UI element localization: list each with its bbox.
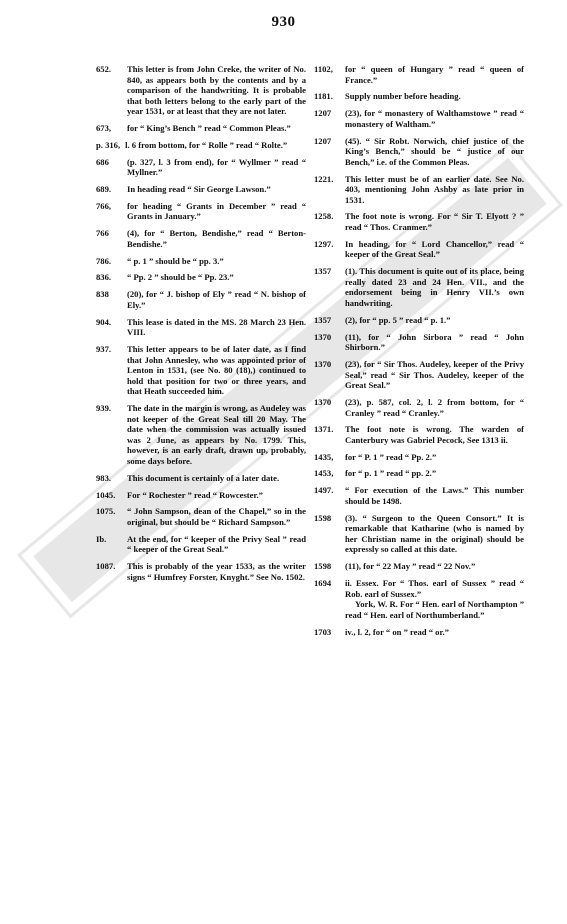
entry-text xyxy=(345,136,524,168)
entry-reference: 673, xyxy=(96,123,112,134)
entry-reference: 1357 xyxy=(314,314,332,325)
entry-text-main: The date in the margin is wrong, as Audeley was not keeper of the Great Seal till 20 May. The date when the commission was actually issued was 2 June, as appears by No. 1799. This, however, is an early draft, drawn up, probably, some days before. xyxy=(127,403,306,467)
erratum-entry xyxy=(314,315,524,326)
entry-text-main: (11), for “ 22 May ” read “ 22 Nov.” xyxy=(345,561,476,572)
entry-text-main: (p. 327, l. 3 from end), for “ Wyllmer ” read “ Myllner.” xyxy=(127,156,306,178)
entry-text-main: Supply number before heading. xyxy=(345,91,461,102)
erratum-entry xyxy=(314,397,524,418)
erratum-entry xyxy=(96,184,306,195)
entry-reference: 1370 xyxy=(314,358,332,369)
entry-text xyxy=(345,239,524,260)
erratum-entry xyxy=(96,201,306,222)
entry-text-main: The foot note is wrong. For “ Sir T. Elyott ? ” read “ Thos. Cranmer.” xyxy=(345,211,524,233)
entry-text xyxy=(127,561,306,582)
entry-reference: 939. xyxy=(96,403,112,414)
entry-reference: 983. xyxy=(96,472,112,483)
entry-text-main: This letter is from John Creke, the writer of No. 840, as appears both by the contents and by a comparison of the handwriting. It is probable that both letters belong to the early part of the year 1531, or at least that they are not later. xyxy=(127,64,306,117)
entry-text-main: for “ King’s Bench ” read “ Common Pleas.” xyxy=(127,123,291,134)
entry-reference: 1297. xyxy=(314,238,334,249)
entry-reference: 1207 xyxy=(314,135,332,146)
erratum-entry xyxy=(96,272,306,283)
entry-reference: 1598 xyxy=(314,561,332,572)
entry-reference: 766, xyxy=(96,200,112,211)
entry-text-main: (23), p. 587, col. 2, l. 2 from bottom, for “ Cranley ” read “ Cranley.” xyxy=(345,396,524,418)
entry-text xyxy=(345,315,524,326)
erratum-entry xyxy=(314,211,524,232)
entry-text-main: This lease is dated in the MS. 28 March 23 Hen. VIII. xyxy=(127,316,306,338)
erratum-entry xyxy=(314,359,524,391)
entry-text xyxy=(345,91,524,102)
entry-text xyxy=(345,452,524,463)
entry-reference: 1497. xyxy=(314,485,334,496)
entry-text-main: (20), for “ J. bishop of Ely ” read “ N. bishop of Ely.” xyxy=(127,289,306,310)
page-number: 930 xyxy=(271,14,296,30)
erratum-entry xyxy=(314,468,524,479)
entry-text-main: For “ Rochester ” read “ Rowcester.” xyxy=(127,489,263,500)
erratum-entry xyxy=(314,561,524,572)
entry-text-main: for heading “ Grants in December ” read “ Grants in January.” xyxy=(127,200,306,222)
entry-text-main: This document is certainly of a later date. xyxy=(127,472,280,483)
entry-text-main: (45). “ Sir Robt. Norwich, chief justice of the King’s Bench,” should be “ justice of our Bench,” i.e. of the Common Pleas. xyxy=(345,135,524,167)
entry-text xyxy=(127,123,306,134)
entry-text-main: “ p. 1 ” should be “ pp. 3.” xyxy=(127,255,224,266)
entry-reference: 836. xyxy=(96,272,112,283)
erratum-entry xyxy=(96,473,306,484)
erratum-entry xyxy=(96,64,306,117)
entry-text-main: for “ P. 1 ” read “ Pp. 2.” xyxy=(345,451,437,462)
erratum-entry xyxy=(314,91,524,102)
erratum-entry xyxy=(314,174,524,206)
entry-text-main: (3). “ Surgeon to the Queen Consort.” It is remarkable that Katharine (who is named by her Christian name in the original) should be expressly so called at this date. xyxy=(345,512,524,555)
entry-text xyxy=(127,344,306,397)
entry-reference: 1102, xyxy=(314,64,333,74)
entry-text xyxy=(345,561,524,572)
entry-text xyxy=(127,289,306,310)
erratum-entry xyxy=(96,228,306,249)
entry-reference: 904. xyxy=(96,316,112,327)
entry-text xyxy=(127,534,306,555)
entry-reference: 1370 xyxy=(314,396,332,407)
entry-reference: 1703 xyxy=(314,626,332,637)
entry-text-main: “ John Sampson, dean of the Chapel,” so in the original, but should be “ Richard Sampson.” xyxy=(127,506,306,527)
entry-text xyxy=(345,424,524,445)
erratum-entry xyxy=(314,136,524,168)
entry-text-main: l. 6 from bottom, for “ Rolle ” read “ Rolte.” xyxy=(125,139,288,150)
entry-subtext: York, W. R. For “ Hen. earl of Northampton ” read “ Hen. earl of Northumberland.” xyxy=(345,599,524,620)
entry-reference: 1181. xyxy=(314,91,333,102)
erratum-entry xyxy=(96,289,306,310)
entry-text-main: ii. Essex. For “ Thos. earl of Sussex ” read “ Rob. earl of Sussex.” xyxy=(345,577,524,599)
entry-text-main: (1). This document is quite out of its place, being really dated 23 and 24 Hen. VII., and the endorsement being in Henry VII.’s own handwriting. xyxy=(345,266,524,308)
entry-reference: 1370 xyxy=(314,331,332,342)
entry-text-main: This letter must be of an earlier date. See No. 403, mentioning John Ashby as late prior in 1531. xyxy=(345,173,524,205)
entry-text xyxy=(345,468,524,479)
entry-text-main: for “ queen of Hungary ” read “ queen of France.” xyxy=(345,64,524,85)
entry-reference: 1087. xyxy=(96,561,116,572)
erratum-entry xyxy=(96,157,306,178)
entry-reference: 1371. xyxy=(314,424,334,435)
erratum-entry xyxy=(314,266,524,308)
entry-text-main: This letter appears to be of later date, as I find that John Annesley, who was appointed prior of Lenton in 1531, (see No. 80 (18),) continued to hold that position for two or three years, and that Heath succeeded him. xyxy=(127,343,306,397)
entry-text xyxy=(345,485,524,506)
entry-text-main: (23), for “ monastery of Walthamstowe ” read “ monastery of Waltham.” xyxy=(345,108,524,129)
entry-text xyxy=(345,174,524,206)
entry-reference: 1453, xyxy=(314,468,334,479)
entry-text xyxy=(345,578,524,620)
entry-text xyxy=(345,397,524,418)
entry-text xyxy=(127,184,306,195)
entry-text xyxy=(127,201,306,222)
entry-text-main: This is probably of the year 1533, as the writer signs “ Humfrey Forster, Knyght.” See No. 1502. xyxy=(127,561,306,582)
entry-text xyxy=(127,403,306,467)
entry-reference: 1258. xyxy=(314,211,334,222)
entry-reference: Ib. xyxy=(96,533,107,544)
entry-text xyxy=(345,266,524,308)
entry-reference: 1598 xyxy=(314,512,332,523)
entry-reference: 689. xyxy=(96,184,112,195)
entry-text-main: In heading, for “ Lord Chancellor,” read “ keeper of the Great Seal.” xyxy=(345,238,524,260)
entry-text-main: (11), for “ John Sirbora ” read “ John Shirborn.” xyxy=(345,331,524,353)
entry-text-main: for “ p. 1 ” read “ pp. 2.” xyxy=(345,468,437,479)
entry-reference: 652. xyxy=(96,64,112,74)
entry-reference: 1435, xyxy=(314,451,334,462)
entry-text xyxy=(127,506,306,527)
entry-reference: 786. xyxy=(96,255,112,266)
entry-text-main: “ For execution of the Laws.” This number should be 1498. xyxy=(345,485,524,506)
entry-text-main: iv., l. 2, for “ on ” read “ or.” xyxy=(345,626,449,637)
entry-text xyxy=(345,64,524,85)
erratum-entry xyxy=(96,561,306,582)
entry-text-main: (23), for “ Sir Thos. Audeley, keeper of the Privy Seal,” read “ Sir Thos. Audeley, keeper of the Great Seal.” xyxy=(345,358,524,391)
entry-text xyxy=(127,490,306,501)
entry-reference: 838 xyxy=(96,289,109,300)
erratum-entry xyxy=(96,490,306,501)
erratum-entry xyxy=(96,403,306,467)
entry-text xyxy=(345,513,524,555)
entry-reference: 937. xyxy=(96,343,112,354)
entry-text xyxy=(345,627,524,638)
entry-text xyxy=(127,256,306,267)
entry-text xyxy=(345,332,524,353)
entry-reference: 1075. xyxy=(96,506,116,517)
erratum-entry xyxy=(314,424,524,445)
entry-text xyxy=(127,228,306,249)
erratum-entry xyxy=(96,123,306,134)
entry-text xyxy=(345,108,524,129)
entry-text-main: In heading read “ Sir George Lawson.” xyxy=(127,184,271,195)
entry-text xyxy=(127,64,306,117)
erratum-entry xyxy=(314,64,524,85)
left-column xyxy=(96,64,306,589)
entry-text xyxy=(125,140,306,151)
erratum-entry xyxy=(96,534,306,555)
erratum-entry xyxy=(314,332,524,353)
erratum-entry xyxy=(314,239,524,260)
erratum-entry xyxy=(314,485,524,506)
entry-text xyxy=(345,211,524,232)
erratum-entry xyxy=(314,452,524,463)
erratum-entry xyxy=(314,108,524,129)
erratum-entry xyxy=(96,506,306,527)
entry-reference: 1357 xyxy=(314,266,332,277)
entry-reference: 1221. xyxy=(314,173,334,184)
entry-text xyxy=(127,473,306,484)
erratum-entry xyxy=(96,140,306,151)
entry-reference: 686 xyxy=(96,156,109,167)
entry-text-main: At the end, for “ keeper of the Privy Seal ” read “ keeper of the Great Seal.” xyxy=(127,533,306,555)
entry-text-main: The foot note is wrong. The warden of Canterbury was Gabriel Pecock, See 1313 ii. xyxy=(345,424,524,445)
entry-reference: 1694 xyxy=(314,577,332,588)
entry-text-main: (2), for “ pp. 5 ” read “ p. 1.” xyxy=(345,314,451,325)
erratum-entry xyxy=(314,578,524,620)
erratum-entry xyxy=(96,317,306,338)
entry-text xyxy=(127,157,306,178)
entry-reference: 766 xyxy=(96,228,109,239)
entry-text xyxy=(127,272,306,283)
entry-reference: 1207 xyxy=(314,108,332,119)
entry-text xyxy=(345,359,524,391)
erratum-entry xyxy=(96,256,306,267)
entry-text-main: (4), for “ Berton, Bendishe,” read “ Berton-Bendishe.” xyxy=(127,228,306,249)
entry-reference: 1045. xyxy=(96,489,116,500)
entry-text xyxy=(127,317,306,338)
right-column xyxy=(314,64,524,643)
erratum-entry xyxy=(314,627,524,638)
entry-text-main: “ Pp. 2 ” should be “ Pp. 23.” xyxy=(127,272,234,283)
erratum-entry xyxy=(96,344,306,397)
erratum-entry xyxy=(314,513,524,555)
entry-reference: p. 316, xyxy=(96,139,121,150)
